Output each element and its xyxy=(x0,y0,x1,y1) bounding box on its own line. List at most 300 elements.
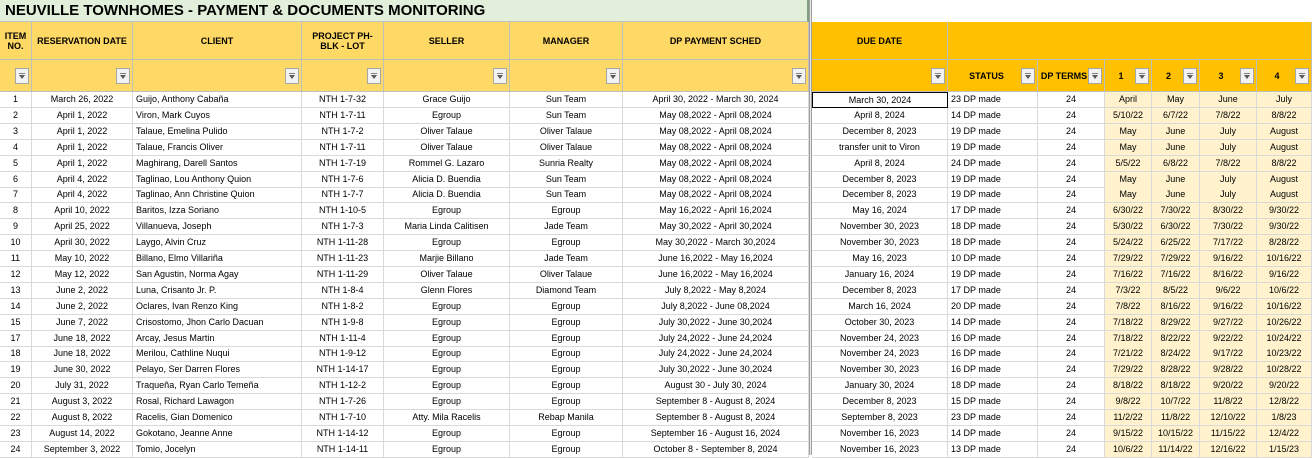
cell-no[interactable]: 15 xyxy=(0,315,32,331)
cell-m1[interactable]: 8/18/22 xyxy=(1105,378,1152,394)
cell-terms[interactable]: 24 xyxy=(1038,92,1105,108)
cell-no[interactable]: 7 xyxy=(0,187,32,203)
cell-m1[interactable]: 5/24/22 xyxy=(1105,235,1152,251)
cell-m3[interactable]: 11/15/22 xyxy=(1200,426,1257,442)
cell-m3[interactable]: 12/16/22 xyxy=(1200,442,1257,458)
cell-due[interactable]: November 30, 2023 xyxy=(812,362,948,378)
cell-no[interactable]: 10 xyxy=(0,235,32,251)
cell-sched[interactable]: April 30, 2022 - March 30, 2024 xyxy=(623,92,809,108)
cell-m3[interactable]: 9/22/22 xyxy=(1200,331,1257,347)
table-row[interactable] xyxy=(0,235,1312,251)
cell-m3[interactable]: 11/8/22 xyxy=(1200,394,1257,410)
cell-date[interactable]: May 12, 2022 xyxy=(32,267,133,283)
cell-status[interactable]: 18 DP made xyxy=(948,235,1038,251)
cell-manager[interactable]: Sun Team xyxy=(510,92,623,108)
cell-m2[interactable]: 6/30/22 xyxy=(1152,219,1200,235)
cell-sched[interactable]: May 30,2022 - March 30,2024 xyxy=(623,235,809,251)
cell-no[interactable]: 8 xyxy=(0,203,32,219)
cell-seller[interactable]: Rommel G. Lazaro xyxy=(384,156,510,172)
cell-terms[interactable]: 24 xyxy=(1038,108,1105,124)
table-row[interactable] xyxy=(0,426,1312,442)
filter-dropdown-icon[interactable] xyxy=(1240,68,1254,84)
cell-no[interactable]: 11 xyxy=(0,251,32,267)
cell-m1[interactable]: 7/29/22 xyxy=(1105,251,1152,267)
cell-client[interactable]: Rosal, Richard Lawagon xyxy=(133,394,302,410)
cell-m3[interactable]: 12/10/22 xyxy=(1200,410,1257,426)
cell-no[interactable]: 13 xyxy=(0,283,32,299)
cell-date[interactable]: April 1, 2022 xyxy=(32,140,133,156)
cell-m3[interactable]: 7/8/22 xyxy=(1200,156,1257,172)
cell-due[interactable]: November 30, 2023 xyxy=(812,219,948,235)
cell-client[interactable]: Taglinao, Ann Christine Quion xyxy=(133,187,302,203)
cell-status[interactable]: 14 DP made xyxy=(948,315,1038,331)
cell-manager[interactable]: Jade Team xyxy=(510,251,623,267)
cell-project[interactable]: NTH 1-7-3 xyxy=(302,219,384,235)
cell-manager[interactable]: Oliver Talaue xyxy=(510,267,623,283)
header-seller[interactable]: SELLER xyxy=(384,22,510,60)
cell-no[interactable]: 18 xyxy=(0,346,32,362)
cell-client[interactable]: Oclares, Ivan Renzo King xyxy=(133,299,302,315)
cell-m4[interactable]: August xyxy=(1257,140,1312,156)
cell-m2[interactable]: 11/14/22 xyxy=(1152,442,1200,458)
cell-due[interactable]: May 16, 2024 xyxy=(812,203,948,219)
cell-due[interactable]: November 24, 2023 xyxy=(812,331,948,347)
cell-m1[interactable]: 9/8/22 xyxy=(1105,394,1152,410)
cell-m3[interactable]: July xyxy=(1200,172,1257,188)
cell-due[interactable]: March 30, 2024 xyxy=(812,92,948,108)
cell-m1[interactable]: May xyxy=(1105,124,1152,140)
cell-seller[interactable]: Marjie Billano xyxy=(384,251,510,267)
filter-due-date[interactable] xyxy=(812,60,948,92)
cell-seller[interactable]: Glenn Flores xyxy=(384,283,510,299)
cell-m1[interactable]: April xyxy=(1105,92,1152,108)
cell-m2[interactable]: June xyxy=(1152,187,1200,203)
cell-no[interactable]: 23 xyxy=(0,426,32,442)
filter-dropdown-icon[interactable] xyxy=(493,68,507,84)
cell-client[interactable]: Pelayo, Ser Darren Flores xyxy=(133,362,302,378)
filter-project[interactable] xyxy=(302,60,384,92)
cell-due[interactable]: December 8, 2023 xyxy=(812,124,948,140)
cell-client[interactable]: San Agustin, Norma Agay xyxy=(133,267,302,283)
cell-seller[interactable]: Egroup xyxy=(384,315,510,331)
cell-date[interactable]: June 30, 2022 xyxy=(32,362,133,378)
cell-m3[interactable]: 7/17/22 xyxy=(1200,235,1257,251)
filter-dropdown-icon[interactable] xyxy=(931,68,945,84)
cell-project[interactable]: NTH 1-7-11 xyxy=(302,140,384,156)
cell-m4[interactable]: 10/28/22 xyxy=(1257,362,1312,378)
cell-m1[interactable]: 7/8/22 xyxy=(1105,299,1152,315)
cell-due[interactable]: September 8, 2023 xyxy=(812,410,948,426)
table-row[interactable] xyxy=(0,140,1312,156)
cell-seller[interactable]: Egroup xyxy=(384,378,510,394)
table-row[interactable] xyxy=(0,172,1312,188)
cell-date[interactable]: June 18, 2022 xyxy=(32,346,133,362)
cell-date[interactable]: May 10, 2022 xyxy=(32,251,133,267)
cell-status[interactable]: 20 DP made xyxy=(948,299,1038,315)
cell-client[interactable]: Traqueña, Ryan Carlo Temeña xyxy=(133,378,302,394)
header-due-date[interactable]: DUE DATE xyxy=(812,22,948,60)
cell-status[interactable]: 16 DP made xyxy=(948,346,1038,362)
cell-sched[interactable]: May 08,2022 - April 08,2024 xyxy=(623,187,809,203)
cell-project[interactable]: NTH 1-9-12 xyxy=(302,346,384,362)
cell-m4[interactable]: 9/30/22 xyxy=(1257,203,1312,219)
cell-terms[interactable]: 24 xyxy=(1038,172,1105,188)
cell-m3[interactable]: 9/20/22 xyxy=(1200,378,1257,394)
cell-no[interactable]: 17 xyxy=(0,331,32,347)
cell-status[interactable]: 23 DP made xyxy=(948,92,1038,108)
cell-status[interactable]: 13 DP made xyxy=(948,442,1038,458)
cell-client[interactable]: Viron, Mark Cuyos xyxy=(133,108,302,124)
cell-sched[interactable]: May 08,2022 - April 08,2024 xyxy=(623,172,809,188)
cell-status[interactable]: 10 DP made xyxy=(948,251,1038,267)
cell-due[interactable]: November 16, 2023 xyxy=(812,442,948,458)
table-row[interactable] xyxy=(0,92,1312,108)
cell-date[interactable]: April 30, 2022 xyxy=(32,235,133,251)
cell-seller[interactable]: Alicia D. Buendia xyxy=(384,187,510,203)
cell-m2[interactable]: 8/22/22 xyxy=(1152,331,1200,347)
cell-seller[interactable]: Egroup xyxy=(384,235,510,251)
cell-m4[interactable]: 10/16/22 xyxy=(1257,299,1312,315)
cell-m3[interactable]: 9/16/22 xyxy=(1200,251,1257,267)
table-row[interactable] xyxy=(0,378,1312,394)
table-row[interactable] xyxy=(0,219,1312,235)
header-item-no[interactable]: ITEM NO. xyxy=(0,22,32,60)
cell-seller[interactable]: Atty. Mila Racelis xyxy=(384,410,510,426)
cell-m2[interactable]: June xyxy=(1152,172,1200,188)
cell-m3[interactable]: 7/30/22 xyxy=(1200,219,1257,235)
cell-due[interactable]: October 30, 2023 xyxy=(812,315,948,331)
cell-m4[interactable]: 12/4/22 xyxy=(1257,426,1312,442)
cell-sched[interactable]: September 8 - August 8, 2024 xyxy=(623,410,809,426)
table-row[interactable] xyxy=(0,362,1312,378)
cell-manager[interactable]: Egroup xyxy=(510,346,623,362)
filter-item-no[interactable] xyxy=(0,60,32,92)
cell-terms[interactable]: 24 xyxy=(1038,426,1105,442)
cell-date[interactable]: April 25, 2022 xyxy=(32,219,133,235)
cell-m1[interactable]: 5/10/22 xyxy=(1105,108,1152,124)
cell-seller[interactable]: Egroup xyxy=(384,362,510,378)
table-row[interactable] xyxy=(0,315,1312,331)
cell-seller[interactable]: Alicia D. Buendia xyxy=(384,172,510,188)
cell-due[interactable]: December 8, 2023 xyxy=(812,283,948,299)
cell-m3[interactable]: 9/6/22 xyxy=(1200,283,1257,299)
cell-terms[interactable]: 24 xyxy=(1038,124,1105,140)
cell-m1[interactable]: 7/21/22 xyxy=(1105,346,1152,362)
cell-m1[interactable]: 7/16/22 xyxy=(1105,267,1152,283)
cell-m4[interactable]: 1/8/23 xyxy=(1257,410,1312,426)
cell-manager[interactable]: Egroup xyxy=(510,315,623,331)
cell-date[interactable]: April 4, 2022 xyxy=(32,187,133,203)
cell-m4[interactable]: 9/16/22 xyxy=(1257,267,1312,283)
cell-due[interactable]: March 16, 2024 xyxy=(812,299,948,315)
filter-dropdown-icon[interactable] xyxy=(1135,68,1149,84)
cell-date[interactable]: August 14, 2022 xyxy=(32,426,133,442)
cell-date[interactable]: July 31, 2022 xyxy=(32,378,133,394)
cell-no[interactable]: 19 xyxy=(0,362,32,378)
cell-project[interactable]: NTH 1-9-8 xyxy=(302,315,384,331)
cell-client[interactable]: Billano, Elmo Villariña xyxy=(133,251,302,267)
cell-m3[interactable]: July xyxy=(1200,124,1257,140)
cell-m3[interactable]: July xyxy=(1200,140,1257,156)
cell-no[interactable]: 14 xyxy=(0,299,32,315)
cell-manager[interactable]: Egroup xyxy=(510,299,623,315)
cell-m2[interactable]: 11/8/22 xyxy=(1152,410,1200,426)
cell-status[interactable]: 19 DP made xyxy=(948,267,1038,283)
cell-m1[interactable]: May xyxy=(1105,140,1152,156)
cell-client[interactable]: Merilou, Cathline Nuqui xyxy=(133,346,302,362)
cell-no[interactable]: 4 xyxy=(0,140,32,156)
cell-no[interactable]: 2 xyxy=(0,108,32,124)
cell-terms[interactable]: 24 xyxy=(1038,331,1105,347)
cell-sched[interactable]: May 30,2022 - April 30,2024 xyxy=(623,219,809,235)
cell-m2[interactable]: 7/16/22 xyxy=(1152,267,1200,283)
cell-sched[interactable]: August 30 - July 30, 2024 xyxy=(623,378,809,394)
cell-manager[interactable]: Sun Team xyxy=(510,187,623,203)
cell-no[interactable]: 21 xyxy=(0,394,32,410)
cell-terms[interactable]: 24 xyxy=(1038,346,1105,362)
cell-project[interactable]: NTH 1-7-26 xyxy=(302,394,384,410)
cell-due[interactable]: December 8, 2023 xyxy=(812,394,948,410)
cell-sched[interactable]: June 16,2022 - May 16,2024 xyxy=(623,251,809,267)
table-row[interactable] xyxy=(0,156,1312,172)
cell-due[interactable]: January 30, 2024 xyxy=(812,378,948,394)
cell-due[interactable]: May 16, 2023 xyxy=(812,251,948,267)
cell-date[interactable]: April 1, 2022 xyxy=(32,156,133,172)
cell-status[interactable]: 18 DP made xyxy=(948,219,1038,235)
cell-m1[interactable]: 7/3/22 xyxy=(1105,283,1152,299)
cell-status[interactable]: 19 DP made xyxy=(948,187,1038,203)
cell-sched[interactable]: May 16,2022 - April 16,2024 xyxy=(623,203,809,219)
cell-no[interactable]: 9 xyxy=(0,219,32,235)
cell-m2[interactable]: 8/5/22 xyxy=(1152,283,1200,299)
cell-manager[interactable]: Oliver Talaue xyxy=(510,140,623,156)
cell-m2[interactable]: 8/24/22 xyxy=(1152,346,1200,362)
cell-m2[interactable]: 8/16/22 xyxy=(1152,299,1200,315)
cell-no[interactable]: 3 xyxy=(0,124,32,140)
cell-sched[interactable]: May 08,2022 - April 08,2024 xyxy=(623,140,809,156)
cell-no[interactable]: 5 xyxy=(0,156,32,172)
filter-seller[interactable] xyxy=(384,60,510,92)
cell-sched[interactable]: July 24,2022 - June 24,2024 xyxy=(623,331,809,347)
cell-seller[interactable]: Egroup xyxy=(384,299,510,315)
cell-manager[interactable]: Egroup xyxy=(510,442,623,458)
cell-status[interactable]: 14 DP made xyxy=(948,108,1038,124)
cell-seller[interactable]: Oliver Talaue xyxy=(384,267,510,283)
cell-project[interactable]: NTH 1-14-12 xyxy=(302,426,384,442)
cell-project[interactable]: NTH 1-10-5 xyxy=(302,203,384,219)
cell-manager[interactable]: Sun Team xyxy=(510,172,623,188)
cell-due[interactable]: transfer unit to Viron xyxy=(812,140,948,156)
cell-sched[interactable]: July 8,2022 - June 08,2024 xyxy=(623,299,809,315)
filter-dropdown-icon[interactable] xyxy=(15,68,29,84)
cell-date[interactable]: April 1, 2022 xyxy=(32,124,133,140)
cell-client[interactable]: Crisostomo, Jhon Carlo Dacuan xyxy=(133,315,302,331)
cell-status[interactable]: 23 DP made xyxy=(948,410,1038,426)
cell-m2[interactable]: 8/29/22 xyxy=(1152,315,1200,331)
cell-m3[interactable]: 8/30/22 xyxy=(1200,203,1257,219)
cell-status[interactable]: 19 DP made xyxy=(948,124,1038,140)
cell-client[interactable]: Taglinao, Lou Anthony Quion xyxy=(133,172,302,188)
cell-m4[interactable]: 8/8/22 xyxy=(1257,108,1312,124)
table-row[interactable] xyxy=(0,331,1312,347)
cell-m3[interactable]: 7/8/22 xyxy=(1200,108,1257,124)
cell-status[interactable]: 16 DP made xyxy=(948,331,1038,347)
cell-due[interactable]: November 24, 2023 xyxy=(812,346,948,362)
cell-manager[interactable]: Egroup xyxy=(510,394,623,410)
cell-status[interactable]: 19 DP made xyxy=(948,172,1038,188)
filter-dropdown-icon[interactable] xyxy=(792,68,806,84)
cell-m4[interactable]: 9/30/22 xyxy=(1257,219,1312,235)
cell-due[interactable]: November 30, 2023 xyxy=(812,235,948,251)
cell-terms[interactable]: 24 xyxy=(1038,156,1105,172)
cell-terms[interactable]: 24 xyxy=(1038,315,1105,331)
cell-date[interactable]: April 4, 2022 xyxy=(32,172,133,188)
cell-no[interactable]: 20 xyxy=(0,378,32,394)
cell-status[interactable]: 16 DP made xyxy=(948,362,1038,378)
cell-m1[interactable]: 11/2/22 xyxy=(1105,410,1152,426)
cell-m4[interactable]: August xyxy=(1257,187,1312,203)
cell-terms[interactable]: 24 xyxy=(1038,235,1105,251)
filter-month-4[interactable] xyxy=(1257,60,1312,92)
cell-manager[interactable]: Sunria Realty xyxy=(510,156,623,172)
cell-m2[interactable]: June xyxy=(1152,140,1200,156)
cell-m2[interactable]: 10/15/22 xyxy=(1152,426,1200,442)
filter-dropdown-icon[interactable] xyxy=(1295,68,1309,84)
cell-m4[interactable]: 10/6/22 xyxy=(1257,283,1312,299)
filter-month-1[interactable] xyxy=(1105,60,1152,92)
cell-sched[interactable]: May 08,2022 - April 08,2024 xyxy=(623,124,809,140)
header-manager[interactable]: MANAGER xyxy=(510,22,623,60)
header-client[interactable]: CLIENT xyxy=(133,22,302,60)
cell-m3[interactable]: 9/16/22 xyxy=(1200,299,1257,315)
cell-client[interactable]: Tomio, Jocelyn xyxy=(133,442,302,458)
cell-client[interactable]: Talaue, Emelina Pulido xyxy=(133,124,302,140)
cell-m2[interactable]: 10/7/22 xyxy=(1152,394,1200,410)
cell-m4[interactable]: 10/26/22 xyxy=(1257,315,1312,331)
cell-m3[interactable]: July xyxy=(1200,187,1257,203)
cell-status[interactable]: 18 DP made xyxy=(948,378,1038,394)
cell-m2[interactable]: 6/25/22 xyxy=(1152,235,1200,251)
cell-manager[interactable]: Egroup xyxy=(510,426,623,442)
cell-seller[interactable]: Egroup xyxy=(384,331,510,347)
cell-m1[interactable]: May xyxy=(1105,187,1152,203)
cell-seller[interactable]: Egroup xyxy=(384,394,510,410)
cell-terms[interactable]: 24 xyxy=(1038,203,1105,219)
header-project[interactable]: PROJECT PH- BLK - LOT xyxy=(302,22,384,60)
cell-seller[interactable]: Grace Guijo xyxy=(384,92,510,108)
cell-seller[interactable]: Egroup xyxy=(384,346,510,362)
cell-project[interactable]: NTH 1-7-11 xyxy=(302,108,384,124)
cell-no[interactable]: 6 xyxy=(0,172,32,188)
cell-project[interactable]: NTH 1-8-4 xyxy=(302,283,384,299)
cell-m1[interactable]: 5/30/22 xyxy=(1105,219,1152,235)
cell-client[interactable]: Arcay, Jesus Martin xyxy=(133,331,302,347)
cell-date[interactable]: August 8, 2022 xyxy=(32,410,133,426)
table-row[interactable] xyxy=(0,187,1312,203)
cell-manager[interactable]: Rebap Manila xyxy=(510,410,623,426)
cell-project[interactable]: NTH 1-11-4 xyxy=(302,331,384,347)
cell-due[interactable]: April 8, 2024 xyxy=(812,108,948,124)
header-reservation-date[interactable]: RESERVATION DATE xyxy=(32,22,133,60)
filter-dropdown-icon[interactable] xyxy=(606,68,620,84)
cell-sched[interactable]: June 16,2022 - May 16,2024 xyxy=(623,267,809,283)
cell-due[interactable]: January 16, 2024 xyxy=(812,267,948,283)
filter-dropdown-icon[interactable] xyxy=(1021,68,1035,84)
cell-m3[interactable]: 9/17/22 xyxy=(1200,346,1257,362)
header-dp-payment-sched[interactable]: DP PAYMENT SCHED xyxy=(623,22,809,60)
cell-m1[interactable]: May xyxy=(1105,172,1152,188)
filter-month-2[interactable] xyxy=(1152,60,1200,92)
cell-seller[interactable]: Egroup xyxy=(384,426,510,442)
cell-date[interactable]: April 10, 2022 xyxy=(32,203,133,219)
cell-m2[interactable]: May xyxy=(1152,92,1200,108)
filter-status[interactable] xyxy=(948,60,1038,92)
filter-month-3[interactable] xyxy=(1200,60,1257,92)
cell-project[interactable]: NTH 1-7-2 xyxy=(302,124,384,140)
table-row[interactable] xyxy=(0,251,1312,267)
table-row[interactable] xyxy=(0,346,1312,362)
cell-date[interactable]: June 2, 2022 xyxy=(32,283,133,299)
cell-status[interactable]: 17 DP made xyxy=(948,203,1038,219)
cell-m1[interactable]: 7/18/22 xyxy=(1105,315,1152,331)
cell-due[interactable]: December 8, 2023 xyxy=(812,187,948,203)
filter-dropdown-icon[interactable] xyxy=(1088,68,1102,84)
cell-sched[interactable]: October 8 - September 8, 2024 xyxy=(623,442,809,458)
cell-m3[interactable]: 9/27/22 xyxy=(1200,315,1257,331)
cell-client[interactable]: Laygo, Alvin Cruz xyxy=(133,235,302,251)
cell-m3[interactable]: 8/16/22 xyxy=(1200,267,1257,283)
cell-m1[interactable]: 6/30/22 xyxy=(1105,203,1152,219)
cell-terms[interactable]: 24 xyxy=(1038,442,1105,458)
cell-m3[interactable]: 9/28/22 xyxy=(1200,362,1257,378)
cell-sched[interactable]: May 08,2022 - April 08,2024 xyxy=(623,108,809,124)
cell-status[interactable]: 15 DP made xyxy=(948,394,1038,410)
cell-m4[interactable]: July xyxy=(1257,92,1312,108)
cell-manager[interactable]: Egroup xyxy=(510,378,623,394)
cell-m2[interactable]: 6/7/22 xyxy=(1152,108,1200,124)
cell-client[interactable]: Racelis, Gian Domenico xyxy=(133,410,302,426)
cell-m1[interactable]: 9/15/22 xyxy=(1105,426,1152,442)
cell-project[interactable]: NTH 1-8-2 xyxy=(302,299,384,315)
header-right-blank[interactable] xyxy=(948,22,1312,60)
cell-seller[interactable]: Egroup xyxy=(384,203,510,219)
cell-seller[interactable]: Oliver Talaue xyxy=(384,124,510,140)
cell-client[interactable]: Talaue, Francis Oliver xyxy=(133,140,302,156)
cell-m4[interactable]: 12/8/22 xyxy=(1257,394,1312,410)
cell-terms[interactable]: 24 xyxy=(1038,394,1105,410)
table-row[interactable] xyxy=(0,442,1312,458)
cell-sched[interactable]: July 8,2022 - May 8,2024 xyxy=(623,283,809,299)
filter-dropdown-icon[interactable] xyxy=(116,68,130,84)
table-row[interactable] xyxy=(0,124,1312,140)
filter-manager[interactable] xyxy=(510,60,623,92)
cell-date[interactable]: April 1, 2022 xyxy=(32,108,133,124)
cell-due[interactable]: December 8, 2023 xyxy=(812,172,948,188)
cell-m2[interactable]: June xyxy=(1152,124,1200,140)
cell-sched[interactable]: September 16 - August 16, 2024 xyxy=(623,426,809,442)
sheet-title[interactable]: NEUVILLE TOWNHOMES - PAYMENT & DOCUMENTS MONITORING xyxy=(0,0,809,22)
cell-status[interactable]: 24 DP made xyxy=(948,156,1038,172)
filter-reservation-date[interactable] xyxy=(32,60,133,92)
cell-m2[interactable]: 7/29/22 xyxy=(1152,251,1200,267)
cell-client[interactable]: Gokotano, Jeanne Anne xyxy=(133,426,302,442)
filter-dropdown-icon[interactable] xyxy=(1183,68,1197,84)
filter-client[interactable] xyxy=(133,60,302,92)
cell-terms[interactable]: 24 xyxy=(1038,362,1105,378)
cell-m2[interactable]: 8/18/22 xyxy=(1152,378,1200,394)
table-row[interactable] xyxy=(0,410,1312,426)
cell-client[interactable]: Maghirang, Darell Santos xyxy=(133,156,302,172)
